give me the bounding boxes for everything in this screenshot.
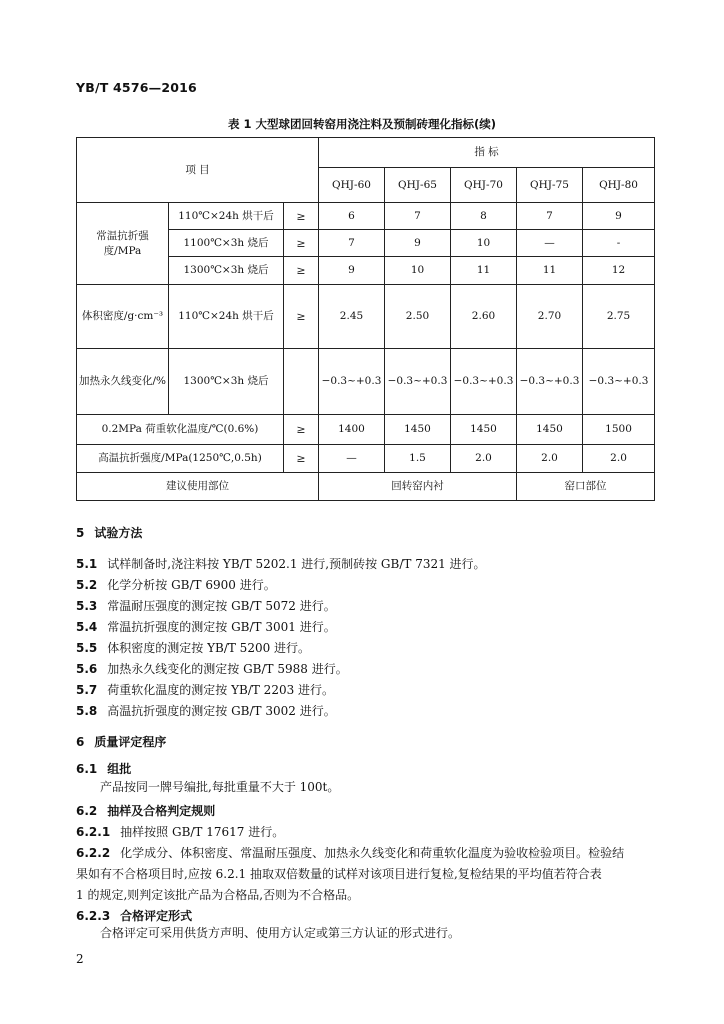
clause-text: 试样制备时,浇注料按 YB/T 5202.1 进行,预制砖按 GB/T 7321 进行。 [107, 557, 486, 571]
ge-symbol: ≥ [284, 285, 319, 349]
section-number: 6 [76, 735, 85, 749]
condition-label: 110℃×24h 烘干后 [169, 285, 284, 349]
clause-text: 高温抗折强度的测定按 GB/T 3002 进行。 [107, 704, 336, 718]
clause-6-1-heading [76, 760, 131, 777]
grade-header: QHJ-70 [451, 168, 517, 203]
value-cell: 10 [451, 230, 517, 257]
clause-5-3 [76, 597, 336, 614]
value-cell: 2.0 [451, 445, 517, 473]
value-cell: 11 [451, 257, 517, 285]
clause-5-2 [76, 576, 276, 593]
usage-label: 建议使用部位 [77, 473, 319, 501]
clause-5-4 [76, 618, 336, 635]
value-cell: 1.5 [385, 445, 451, 473]
condition-label: 1300℃×3h 烧后 [169, 349, 284, 415]
ge-symbol: ≥ [284, 230, 319, 257]
section-5-heading [76, 524, 142, 541]
clause-6-2-2-line1 [76, 844, 624, 861]
value-cell: 2.0 [583, 445, 655, 473]
clause-title: 组批 [107, 762, 132, 776]
value-cell: 2.0 [517, 445, 583, 473]
grade-header: QHJ-80 [583, 168, 655, 203]
clause-6-2-3-heading [76, 907, 192, 924]
clause-number: 6.2 [76, 804, 98, 818]
table-title: 表 1 大型球团回转窑用浇注料及预制砖理化指标(续) [227, 117, 497, 131]
usage-kiln-mouth: 窑口部位 [517, 473, 655, 501]
clause-6-2-2-line2: 果如有不合格项目时,应按 6.2.1 抽取双倍数量的试样对该项目进行复检,复检结果的平均值若符合表 [76, 867, 602, 881]
clause-number: 5.2 [76, 578, 98, 592]
value-cell: 7 [319, 230, 385, 257]
value-cell: 2.60 [451, 285, 517, 349]
clause-6-2-3-text: 合格评定可采用供货方声明、使用方认定或第三方认证的形式进行。 [100, 926, 461, 940]
value-cell: 10 [385, 257, 451, 285]
property-label: 体积密度/g·cm⁻³ [77, 285, 169, 349]
value-cell: 8 [451, 203, 517, 230]
clause-5-5 [76, 639, 310, 656]
index-header: 指 标 [319, 138, 655, 168]
clause-number: 5.6 [76, 662, 98, 676]
usage-kiln-lining: 回转窑内衬 [319, 473, 517, 501]
ge-symbol: ≥ [284, 203, 319, 230]
value-cell: 1400 [319, 415, 385, 445]
clause-6-2-heading [76, 802, 215, 819]
section-title: 试验方法 [94, 526, 143, 540]
value-cell: −0.3~+0.3 [451, 349, 517, 415]
clause-5-1 [76, 555, 486, 572]
ge-symbol: ≥ [284, 445, 319, 473]
property-label: 常温抗折强度/MPa [77, 203, 169, 285]
value-cell: 9 [319, 257, 385, 285]
value-cell: −0.3~+0.3 [319, 349, 385, 415]
value-cell: 9 [583, 203, 655, 230]
empty-cell [284, 349, 319, 415]
clause-number: 6.1 [76, 762, 98, 776]
clause-6-1-text: 产品按同一牌号编批,每批重量不大于 100t。 [100, 780, 340, 794]
clause-5-7 [76, 681, 334, 698]
value-cell: 2.50 [385, 285, 451, 349]
table-row [77, 415, 655, 445]
section-title: 质量评定程序 [94, 735, 167, 749]
ge-symbol: ≥ [284, 257, 319, 285]
clause-text: 化学成分、体积密度、常温耐压强度、加热永久线变化和荷重软化温度为验收检验项目。检验结 [120, 846, 625, 860]
standard-code: YB/T 4576—2016 [76, 80, 197, 95]
property-label: 高温抗折强度/MPa(1250℃,0.5h) [77, 445, 284, 473]
property-label: 加热永久线变化/% [77, 349, 169, 415]
clause-text: 常温耐压强度的测定按 GB/T 5072 进行。 [107, 599, 336, 613]
value-cell: 1450 [517, 415, 583, 445]
value-cell: 11 [517, 257, 583, 285]
table-row [77, 445, 655, 473]
property-label: 0.2MPa 荷重软化温度/℃(0.6%) [77, 415, 284, 445]
value-cell: −0.3~+0.3 [583, 349, 655, 415]
clause-title: 合格评定形式 [120, 909, 193, 923]
clause-5-8 [76, 702, 336, 719]
value-cell: 7 [385, 203, 451, 230]
value-cell: 6 [319, 203, 385, 230]
clause-text: 荷重软化温度的测定按 YB/T 2203 进行。 [107, 683, 335, 697]
value-cell: 7 [517, 203, 583, 230]
value-cell: — [517, 230, 583, 257]
clause-6-2-1 [76, 823, 284, 840]
value-cell: 1450 [385, 415, 451, 445]
value-cell: 2.70 [517, 285, 583, 349]
ge-symbol: ≥ [284, 415, 319, 445]
section-number: 5 [76, 526, 85, 540]
clause-number: 5.3 [76, 599, 98, 613]
value-cell: −0.3~+0.3 [385, 349, 451, 415]
section-6-heading [76, 733, 166, 750]
properties-table [76, 137, 655, 501]
value-cell: 9 [385, 230, 451, 257]
table-row [77, 285, 655, 349]
value-cell: 1450 [451, 415, 517, 445]
grade-header: QHJ-75 [517, 168, 583, 203]
condition-label: 110℃×24h 烘干后 [169, 203, 284, 230]
grade-header: QHJ-65 [385, 168, 451, 203]
clause-text: 化学分析按 GB/T 6900 进行。 [107, 578, 276, 592]
value-cell: 1500 [583, 415, 655, 445]
clause-5-6 [76, 660, 348, 677]
clause-6-2-2-line3: 1 的规定,则判定该批产品为合格品,否则为不合格品。 [76, 888, 360, 902]
table-header-row [77, 138, 655, 168]
page-number: 2 [76, 952, 84, 966]
usage-row [77, 473, 655, 501]
value-cell: 2.75 [583, 285, 655, 349]
clause-text: 体积密度的测定按 YB/T 5200 进行。 [107, 641, 311, 655]
condition-label: 1100℃×3h 烧后 [169, 230, 284, 257]
value-cell: 2.45 [319, 285, 385, 349]
clause-number: 5.5 [76, 641, 98, 655]
item-header: 项 目 [77, 138, 319, 203]
clause-number: 6.2.3 [76, 909, 111, 923]
value-cell: — [319, 445, 385, 473]
clause-text: 抽样按照 GB/T 17617 进行。 [120, 825, 285, 839]
table-row [77, 349, 655, 415]
clause-number: 6.2.2 [76, 846, 111, 860]
table-row [77, 203, 655, 230]
condition-label: 1300℃×3h 烧后 [169, 257, 284, 285]
grade-header: QHJ-60 [319, 168, 385, 203]
clause-text: 加热永久线变化的测定按 GB/T 5988 进行。 [107, 662, 348, 676]
value-cell: −0.3~+0.3 [517, 349, 583, 415]
value-cell: 12 [583, 257, 655, 285]
clause-number: 5.1 [76, 557, 98, 571]
clause-number: 5.7 [76, 683, 98, 697]
clause-number: 5.8 [76, 704, 98, 718]
clause-title: 抽样及合格判定规则 [107, 804, 216, 818]
clause-number: 6.2.1 [76, 825, 111, 839]
clause-text: 常温抗折强度的测定按 GB/T 3001 进行。 [107, 620, 336, 634]
clause-number: 5.4 [76, 620, 98, 634]
value-cell: - [583, 230, 655, 257]
